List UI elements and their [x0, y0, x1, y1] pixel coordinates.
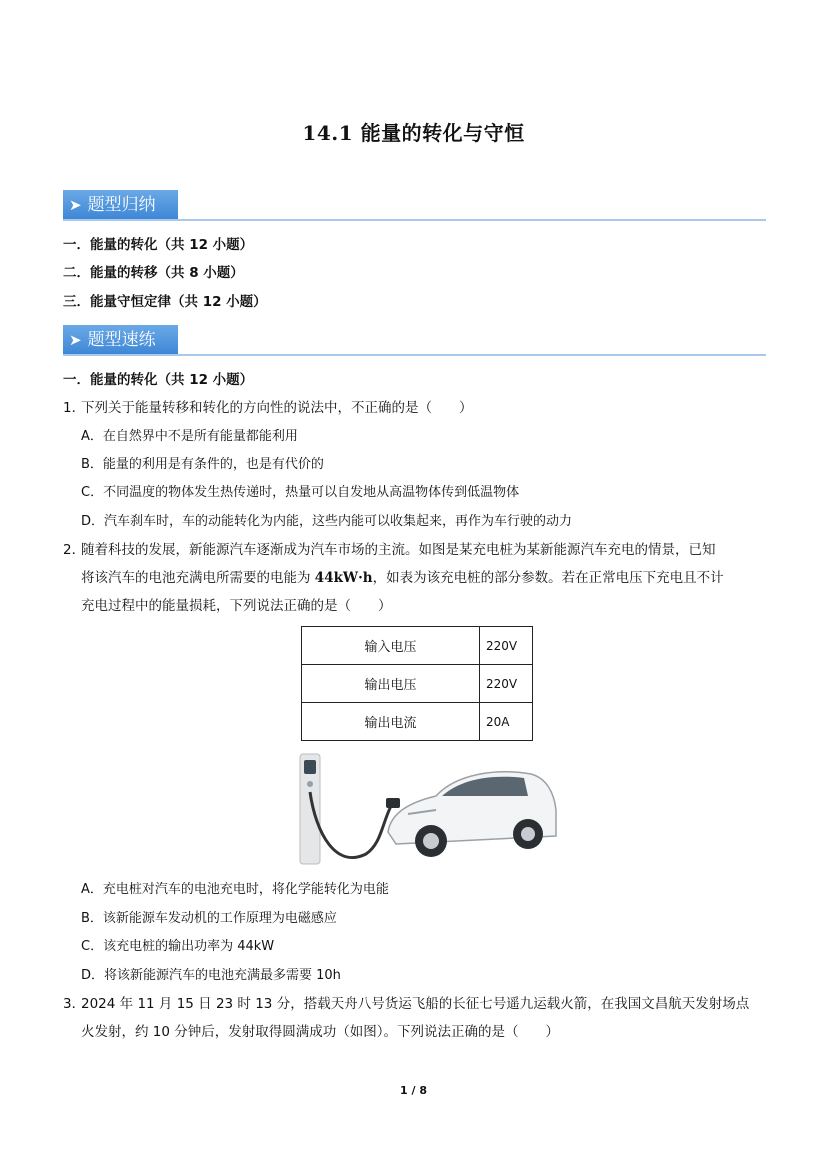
energy-value: 44kW·h	[314, 570, 373, 586]
option-a: A．在自然界中不是所有能量都能利用	[81, 429, 298, 444]
table-key: 输入电压	[302, 627, 480, 665]
question-stem-line-1: 随着科技的发展，新能源汽车逐渐成为汽车市场的主流。如图是某充电桩为某新能源汽车充电的情景，已知	[81, 542, 716, 558]
page-number: 1 / 8	[400, 1084, 427, 1097]
page-title: 14.1 能量的转化与守恒	[302, 121, 525, 145]
question-1	[63, 399, 473, 417]
question-number: 1．	[63, 400, 86, 416]
toc-item-3: 三．能量守恒定律（共 12 小题）	[63, 294, 267, 310]
option-c: C．不同温度的物体发生热传递时，热量可以自发地从高温物体传到低温物体	[81, 485, 520, 500]
toc-item-1: 一．能量的转化（共 12 小题）	[63, 237, 254, 253]
table-value: 20A	[480, 703, 533, 741]
charging-cable	[310, 792, 391, 858]
question-stem-line-2	[81, 569, 724, 587]
question-number: 3．	[63, 996, 86, 1012]
option-b: B．该新能源车发动机的工作原理为电磁感应	[81, 911, 337, 926]
table-row	[302, 665, 533, 703]
question-3	[63, 995, 749, 1013]
table-row	[302, 703, 533, 741]
charging-plug	[386, 798, 400, 808]
question-number: 2．	[63, 542, 86, 558]
section-banner-practice	[63, 325, 766, 357]
question-stem: 下列关于能量转移和转化的方向性的说法中，不正确的是（ ）	[81, 400, 473, 416]
option-b: B．能量的利用是有条件的，也是有代价的	[81, 457, 324, 472]
charger-parameter-table	[301, 626, 533, 741]
table-value: 220V	[480, 665, 533, 703]
toc-item-2: 二．能量的转移（共 8 小题）	[63, 265, 244, 281]
arrow-icon: ➤	[69, 331, 82, 349]
banner-label: 题型速练	[87, 330, 156, 350]
question-2	[63, 541, 716, 559]
question-stem-line-2: 火发射，约 10 分钟后，发射取得圆满成功（如图）。下列说法正确的是（ ）	[81, 1024, 560, 1040]
question-stem-line-3: 充电过程中的能量损耗，下列说法正确的是（ ）	[81, 598, 392, 614]
section-banner-summary	[63, 190, 766, 222]
stem-text: 将该汽车的电池充满电所需要的电能为	[81, 570, 315, 586]
section-heading: 一．能量的转化（共 12 小题）	[63, 372, 254, 388]
banner-divider	[63, 219, 766, 221]
charger-screen	[304, 760, 316, 774]
question-stem-line-1: 2024 年 11 月 15 日 23 时 13 分，搭载天舟八号货运飞船的长征七号遥九运载火箭，在我国文昌航天发射场点	[81, 996, 750, 1012]
table-key: 输出电流	[302, 703, 480, 741]
option-d: D．汽车刹车时，车的动能转化为内能，这些内能可以收集起来，再作为车行驶的动力	[81, 514, 573, 529]
table-value: 220V	[480, 627, 533, 665]
table-key: 输出电压	[302, 665, 480, 703]
table-row	[302, 627, 533, 665]
stem-text: ，如表为该充电桩的部分参数。若在正常电压下充电且不计	[372, 570, 724, 586]
banner-divider	[63, 354, 766, 356]
arrow-icon: ➤	[69, 196, 82, 214]
charging-car-illustration	[296, 744, 558, 868]
option-d: D．将该新能源汽车的电池充满最多需要 10h	[81, 968, 341, 983]
option-c: C．该充电桩的输出功率为 44kW	[81, 939, 275, 954]
banner-label: 题型归纳	[87, 195, 156, 215]
option-a: A．充电桩对汽车的电池充电时，将化学能转化为电能	[81, 882, 389, 897]
